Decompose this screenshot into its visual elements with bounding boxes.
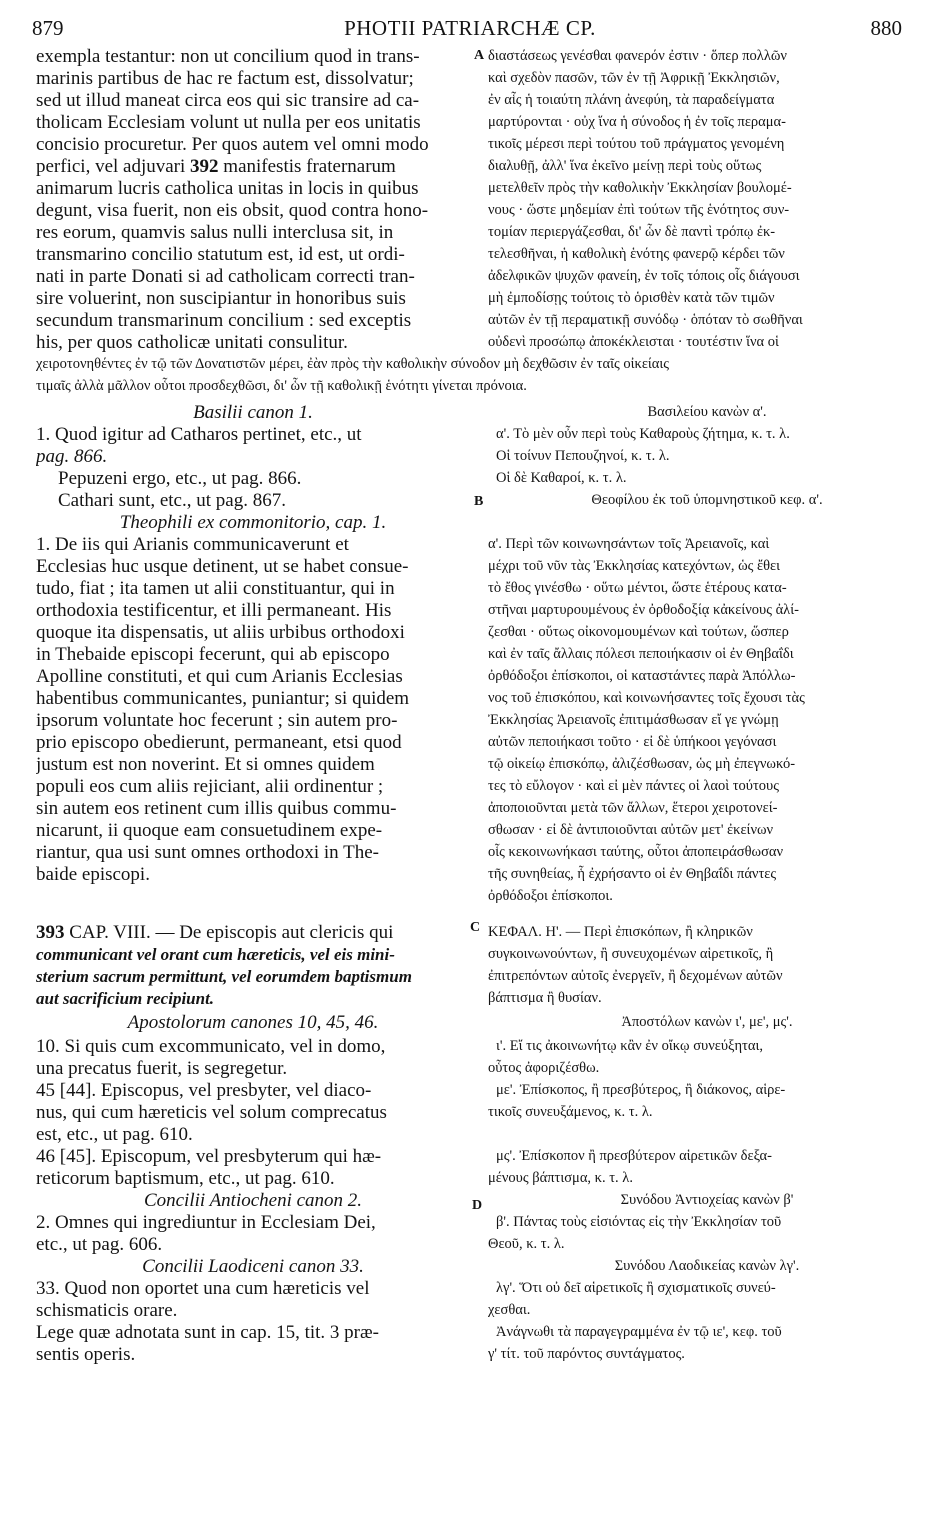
greek-line: μαρτύρονται · οὐχ ἵνα ἡ σύνοδος ἡ ἐν τοῖς περαμα- xyxy=(488,114,786,130)
latin-line: animarum lucris catholica unitas in locis in quibus xyxy=(36,178,419,199)
latin-line: 1. De iis qui Arianis communicaverunt et xyxy=(36,534,349,555)
latin-line: degunt, visa fuerit, non eis obsit, quod contra hono- xyxy=(36,200,429,221)
greek-line: καὶ σχεδὸν πασῶν, τῶν ἐν τῇ Ἀφρικῇ Ἐκκλησιῶν, xyxy=(488,70,780,86)
greek-line: ι'. Εἴ τις ἀκοινωνήτῳ κἂν ἐν οἴκῳ συνεύξηται, xyxy=(496,1038,764,1054)
latin-line: 46 [45]. Episcopum, vel presbyterum qui hæ- xyxy=(36,1146,382,1167)
latin-line: sed ut illud maneat circa eos qui sic transire ad ca- xyxy=(36,90,420,111)
greek-line: ὀρθόδοξοι ἐπίσκοποι, οἱ καταστάντες παρὰ Ἀπόλλω- xyxy=(488,668,796,684)
greek-line: νους · ὥστε μηδεμίαν ἐπὶ τούτων τῆς ἑνότητος συν- xyxy=(488,202,790,218)
latin-line: tudo, fiat ; ita tamen ut alii constituantur, qui in xyxy=(36,578,395,599)
greek-line: Ἀνάγνωθι τὰ παραγεγραμμένα ἐν τῷ ιε', κεφ. τοῦ xyxy=(496,1324,782,1340)
greek-line: διαστάσεως γενέσθαι φανερόν ἐστιν · ὅπερ πολλῶν xyxy=(488,48,787,64)
chapter-heading: 393 CAP. VIII. — De episcopis aut clericis qui xyxy=(36,922,394,943)
latin-line: tholicam Ecclesiam volunt ut nulla per eos unitatis xyxy=(36,112,421,133)
latin-line: 1. Quod igitur ad Catharos pertinet, etc., ut xyxy=(36,424,362,445)
latin-line: schismaticis orare. xyxy=(36,1300,178,1321)
latin-line: in Thebaide episcopi fecerunt, qui ab episcopo xyxy=(36,644,390,665)
latin-line: baide episcopi. xyxy=(36,864,150,885)
greek-line: διαλυθῇ, ἀλλ' ἵνα ἐκεῖνο μείνῃ περὶ τοὺς οὕτως xyxy=(488,158,762,174)
greek-full-width-line: τιμαῖς ἀλλὰ μᾶλλον οὗτοι προσδεχθῶσι, δι' ὧν τῇ καθολικῇ ἑνότητι γίνεται πρόνοια. xyxy=(36,378,527,394)
greek-line: Οἱ δὲ Καθαροί, κ. τ. λ. xyxy=(496,470,627,486)
greek-heading: Θεοφίλου ἐκ τοῦ ὑπομνηστικοῦ κεφ. α'. xyxy=(591,492,823,508)
greek-line: τες τὸ εὔλογον · καὶ εἰ μὲν πάντες οἱ λαοὶ τούτους xyxy=(488,778,779,794)
latin-line: una precatus fuerit, is segregetur. xyxy=(36,1058,288,1079)
page-number-left: 879 xyxy=(32,16,64,40)
greek-line: αὐτῶν ἐν τῇ περαματικῇ συνόδῳ · ὁπόταν τὸ σωθῆναι xyxy=(488,312,803,328)
latin-line: Pepuzeni ergo, etc., ut pag. 866. xyxy=(58,468,302,489)
chapter-heading-line: sterium sacrum permittunt, vel eorumdem baptismum xyxy=(36,967,412,986)
latin-line: 2. Omnes qui ingrediuntur in Ecclesiam Dei, xyxy=(36,1212,376,1233)
latin-line: justum est non noverint. Et si omnes quidem xyxy=(36,754,375,775)
latin-line: marinis partibus de hac re factum est, dissolvatur; xyxy=(36,68,414,89)
greek-line: τικοῖς μέρεσι περὶ τούτου τοῦ πράγματος γενομένη xyxy=(488,136,785,152)
latin-line: nus, qui cum hæreticis vel solum comprecatus xyxy=(36,1102,387,1123)
greek-line: β'. Πάντας τοὺς εἰσιόντας εἰς τὴν Ἐκκλησίαν τοῦ xyxy=(496,1214,782,1230)
latin-heading: Concilii Antiocheni canon 2. xyxy=(143,1190,363,1211)
latin-line: 10. Si quis cum excommunicato, vel in domo, xyxy=(36,1036,386,1057)
chapter-heading-line: aut sacrificium recipiunt. xyxy=(36,989,215,1008)
latin-line: sentis operis. xyxy=(36,1344,136,1365)
latin-line: pag. 866. xyxy=(36,446,108,467)
greek-chapter-heading: ΚΕΦΑΛ. Η'. — Περὶ ἐπισκόπων, ἢ κληρικῶν xyxy=(488,924,753,940)
latin-heading: Concilii Laodiceni canon 33. xyxy=(142,1256,364,1277)
latin-line: quoque ita dispensatis, ut aliis urbibus orthodoxi xyxy=(36,622,405,643)
greek-full-width-line: χειροτονηθέντες ἐν τῷ τῶν Δονατιστῶν μέρει, ἐὰν πρὸς τὴν καθολικὴν σύνοδον μὴ δεχθῶσιν ἐν ταῖς οἰκείαις xyxy=(36,356,670,372)
latin-line: est, etc., ut pag. 610. xyxy=(36,1124,193,1145)
latin-line: nicarunt, ii quoque eam consuetudinem expe- xyxy=(36,820,383,841)
greek-line: Θεοῦ, κ. τ. λ. xyxy=(488,1236,565,1252)
column-number: 393 xyxy=(36,922,65,943)
latin-line: transmarino concilio statutum est, id est, ut ordi- xyxy=(36,244,405,265)
latin-line: exempla testantur: non ut concilium quod in trans- xyxy=(36,46,420,67)
greek-line: οἷς κεκοινωνήκασι ταύτης, οὗτοι ἀποπειράσθωσαν xyxy=(488,844,784,860)
greek-line: στῆναι μαρτυρουμένους ἐν ὀρθοδοξίᾳ κἀκείνους ἀλί- xyxy=(488,602,799,618)
column-number: 392 xyxy=(190,156,219,177)
greek-line: μς'. Ἐπίσκοπον ἢ πρεσβύτερον αἱρετικῶν δεξα- xyxy=(496,1148,772,1164)
latin-line: etc., ut pag. 606. xyxy=(36,1234,163,1255)
latin-line: 45 [44]. Episcopus, vel presbyter, vel diaco- xyxy=(36,1080,372,1101)
greek-line: μέχρι τοῦ νῦν τὰς Ἐκκλησίας κατεχόντων, ὡς ἔθει xyxy=(488,558,781,574)
greek-line: σθωσαν · εἰ δὲ ἀντιποιοῦνται αὐτῶν μετ' ἐκείνων xyxy=(488,822,774,838)
greek-heading: Ἀποστόλων κανὼν ι', με', μς'. xyxy=(621,1014,793,1030)
page-header xyxy=(30,16,910,50)
latin-line: perfici, vel adjuvari 392 manifestis fraternarum xyxy=(36,156,396,177)
greek-line: καὶ ἐν ταῖς ἄλλαις πόλεσι πεποιήκασιν οἱ ἐν Θηβαΐδι xyxy=(488,646,794,662)
latin-line: populi eos cum aliis rejiciant, alii ordinentur ; xyxy=(36,776,384,797)
latin-line: Apolline constituti, et qui cum Arianis Ecclesias xyxy=(36,666,403,687)
running-title: PHOTII PATRIARCHÆ CP. xyxy=(344,16,596,40)
greek-line: βάπτισμα ἢ θυσίαν. xyxy=(488,990,602,1006)
greek-line: τῆς συνηθείας, ἧ ἐχρήσαντο οἱ ἐν Θηβαΐδι πάντες xyxy=(488,866,777,882)
greek-line: τικοῖς συνευξάμενος, κ. τ. λ. xyxy=(488,1104,653,1120)
greek-line: χεσθαι. xyxy=(488,1302,531,1318)
latin-line: secundum transmarinum concilium : sed exceptis xyxy=(36,310,412,331)
greek-line: ἐν αἷς ἡ τοιαύτη πλάνη ἀνεφύη, τὰ παραδείγματα xyxy=(488,92,775,108)
greek-line: ἐπιτρεπόντων αὐτοῖς ἐνεργεῖν, ἢ δεχομένων αὐτῶν xyxy=(488,968,783,984)
margin-marker-a: A xyxy=(474,48,485,63)
greek-line: τομίαν περιεργάζεσθαι, δι' ὧν δὲ παντὶ τρόπῳ ἐκ- xyxy=(488,224,776,240)
latin-line: Ecclesias huc usque detinent, ut se habet consue- xyxy=(36,556,409,577)
latin-heading: Basilii canon 1. xyxy=(193,402,313,423)
latin-line: sire voluerint, non suscipiantur in honoribus suis xyxy=(36,288,406,309)
latin-heading: Theophili ex commonitorio, cap. 1. xyxy=(119,512,387,533)
greek-heading: Συνόδου Ἀντιοχείας κανὼν β' xyxy=(620,1192,794,1208)
greek-heading: Συνόδου Λαοδικείας κανὼν λγ'. xyxy=(614,1258,800,1274)
greek-line: ὀρθόδοξοι ἐπίσκοποι. xyxy=(488,888,613,904)
greek-line: νος τοῦ ἐπισκόπου, καὶ κοινωνήσαντες τοῖς ἔχουσι τὰς xyxy=(488,690,805,706)
greek-line: α'. Περὶ τῶν κοινωνησάντων τοῖς Ἀρειανοῖς, καὶ xyxy=(488,536,770,552)
latin-line: 33. Quod non oportet una cum hæreticis vel xyxy=(36,1278,370,1299)
greek-line: Οἱ τοίνυν Πεπουζηνοί, κ. τ. λ. xyxy=(496,448,670,464)
latin-heading: Apostolorum canones 10, 45, 46. xyxy=(127,1012,379,1033)
margin-marker-c: C xyxy=(470,920,481,935)
latin-line: riantur, qua usi sunt omnes orthodoxi in The- xyxy=(36,842,379,863)
latin-line: his, per quos catholicæ unitati consulitur. xyxy=(36,332,348,353)
greek-line: α'. Τὸ μὲν οὖν περὶ τοὺς Καθαροὺς ζήτημα, κ. τ. λ. xyxy=(496,426,790,442)
latin-line: habentibus communicantes, puniantur; si quidem xyxy=(36,688,410,709)
greek-line: λγ'. Ὅτι οὐ δεῖ αἱρετικοῖς ἢ σχισματικοῖς συνεύ- xyxy=(496,1280,776,1296)
latin-line: res eorum, quamvis salus nulli interclusa sit, in xyxy=(36,222,394,243)
greek-line: τῷ οἰκείῳ ἐπισκόπῳ, ἀλιζέσθωσαν, ὡς μὴ ἐπεγνωκό- xyxy=(488,756,796,772)
greek-line: τελεσθῆναι, ἡ καθολικὴ ἑνότης φανερῷ κέρδει τῶν xyxy=(488,246,785,262)
greek-line: γ' τίτ. τοῦ παρόντος συντάγματος. xyxy=(488,1346,685,1362)
greek-line: ἀποποιοῦνται μετὰ τῶν ἄλλων, ἕτεροι χειροτονεί- xyxy=(488,800,778,816)
page-number-right: 880 xyxy=(870,16,902,40)
latin-line: reticorum baptismum, etc., ut pag. 610. xyxy=(36,1168,335,1189)
greek-line: αὐτῶν πεποιήκασι τοῦτο · εἰ δὲ ὑπήκοοι γεγόνασι xyxy=(488,734,777,750)
greek-line: με'. Ἐπίσκοπος, ἢ πρεσβύτερος, ἢ διάκονος, αἱρε- xyxy=(496,1082,786,1098)
greek-line: ἀδελφικῶν ψυχῶν φανείη, ἐν τοῖς τόποις οἷς διάγουσι xyxy=(488,268,800,284)
greek-line: οὗτος ἀφοριζέσθω. xyxy=(488,1060,600,1076)
chapter-heading-line: communicant vel orant cum hæreticis, vel eis mini- xyxy=(36,945,395,964)
margin-marker-d: D xyxy=(472,1198,483,1213)
latin-line: orthodoxia testificentur, et illi permaneant. His xyxy=(36,600,392,621)
latin-line: nati in parte Donati si ad catholicam correcti tran- xyxy=(36,266,415,287)
margin-marker-b: B xyxy=(474,494,484,509)
latin-line: Lege quæ adnotata sunt in cap. 15, tit. 3 præ- xyxy=(36,1322,379,1343)
latin-line: sin autem eos retinent cum illis quibus commu- xyxy=(36,798,397,819)
latin-line: prio episcopo obedierunt, permaneant, etsi quod xyxy=(36,732,402,753)
greek-line: μένους βάπτισμα, κ. τ. λ. xyxy=(488,1170,633,1186)
greek-line: μετελθεῖν πρὸς τὴν καθολικὴν Ἐκκλησίαν βουλομέ- xyxy=(488,180,792,196)
latin-line: concisio procuretur. Per quos autem vel omni modo xyxy=(36,134,429,155)
greek-line: ζεσθαι · οὕτως οἰκονομουμένων καὶ τούτων, ὥσπερ xyxy=(488,624,789,640)
greek-line: τὸ ἔθος γινέσθω · οὕτω μέντοι, ὥστε ἑτέρους κατα- xyxy=(488,580,787,596)
greek-line: συγκοινωνούντων, ἢ συνευχομένων αἱρετικοῖς, ἢ xyxy=(488,946,774,962)
greek-heading: Βασιλείου κανὼν α'. xyxy=(647,404,767,420)
greek-line: οὐδενὶ προσώπῳ ἀποκέκλεισται · τουτέστιν ἵνα οἱ xyxy=(488,334,779,350)
greek-line: Ἐκκλησίας Ἀρειανοῖς ἐπιτιμάσθωσαν εἴ γε γνώμῃ xyxy=(488,712,779,728)
latin-line: Cathari sunt, etc., ut pag. 867. xyxy=(58,490,286,511)
latin-line: ipsorum voluntate hoc fecerunt ; sin autem pro- xyxy=(36,710,398,731)
greek-line: μὴ ἐμποδίσῃς τούτοις τὸ ὁρισθὲν κατὰ τῶν τιμῶν xyxy=(488,290,775,306)
